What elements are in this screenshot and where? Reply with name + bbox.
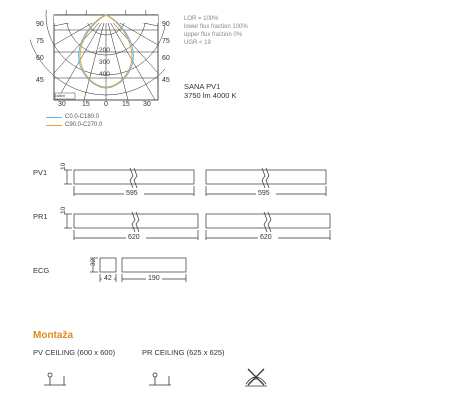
spec-lower-flux: lower flux fraction 100% bbox=[184, 24, 248, 30]
pv1-height: 10 bbox=[60, 162, 67, 170]
pv1-drawing bbox=[58, 164, 338, 204]
pv1-width-left: 595 bbox=[126, 190, 138, 197]
left-angle-60: 60 bbox=[36, 55, 44, 62]
legend-label-c0: C0.0-C180.0 bbox=[65, 114, 100, 120]
ecg-height: 32 bbox=[90, 258, 97, 266]
bottom-angle-15-right: 15 bbox=[122, 101, 130, 108]
right-angle-60: 60 bbox=[162, 55, 170, 62]
photometric-diagram bbox=[30, 10, 165, 110]
bottom-angle-30-left: 30 bbox=[58, 101, 66, 108]
legend-swatch-c0 bbox=[46, 117, 62, 118]
legend-item-c0 bbox=[46, 113, 102, 121]
pr1-height: 10 bbox=[60, 206, 67, 214]
left-angle-90: 90 bbox=[36, 21, 44, 28]
left-angle-75: 75 bbox=[36, 38, 44, 45]
spec-upper-flux: upper flux fraction 0% bbox=[184, 32, 243, 38]
polar-chart bbox=[30, 10, 165, 110]
right-angle-45: 45 bbox=[162, 77, 170, 84]
pr1-width-right: 620 bbox=[260, 234, 272, 241]
pr1-drawing bbox=[58, 208, 338, 248]
product-spec: 3750 lm 4000 K bbox=[184, 91, 237, 100]
ecg-width-small: 42 bbox=[104, 275, 112, 282]
radial-value-200: 200 bbox=[99, 47, 110, 54]
pr1-width-left: 620 bbox=[128, 234, 140, 241]
photometric-specs bbox=[184, 15, 248, 47]
montaza-title: Montaža bbox=[33, 330, 73, 341]
spec-ugr: UGR < 19 bbox=[184, 40, 211, 46]
ecg-width-large: 190 bbox=[148, 275, 160, 282]
legend-item-c90 bbox=[46, 121, 102, 129]
legend-swatch-c90 bbox=[46, 125, 62, 126]
legend-label-c90: C90.0-C270.0 bbox=[65, 122, 103, 128]
radial-value-400: 400 bbox=[99, 71, 110, 78]
legend bbox=[46, 113, 102, 129]
left-angle-45: 45 bbox=[36, 77, 44, 84]
radial-value-300: 300 bbox=[99, 59, 110, 66]
no-insulation-icon bbox=[243, 366, 269, 388]
pv1-width-right: 595 bbox=[258, 190, 270, 197]
pv1-label: PV1 bbox=[33, 168, 48, 177]
montaza-item-pv-ceiling: PV CEILING (600 x 600) bbox=[33, 348, 116, 357]
ecg-label: ECG bbox=[33, 266, 50, 275]
product-name: SANA PV1 bbox=[184, 82, 221, 91]
bottom-angle-0: 0 bbox=[104, 101, 108, 108]
unit-label: cd/klm bbox=[55, 94, 66, 98]
pv-ceiling-mount-icon bbox=[40, 370, 70, 390]
bottom-angle-15-left: 15 bbox=[82, 101, 90, 108]
pr1-label: PR1 bbox=[33, 212, 48, 221]
spec-lor: LOR = 100% bbox=[184, 16, 219, 22]
pr-ceiling-mount-icon bbox=[145, 370, 175, 390]
montaza-item-pr-ceiling: PR CEILING (625 x 625) bbox=[142, 348, 225, 357]
right-angle-75: 75 bbox=[162, 38, 170, 45]
right-angle-90: 90 bbox=[162, 21, 170, 28]
bottom-angle-30-right: 30 bbox=[143, 101, 151, 108]
